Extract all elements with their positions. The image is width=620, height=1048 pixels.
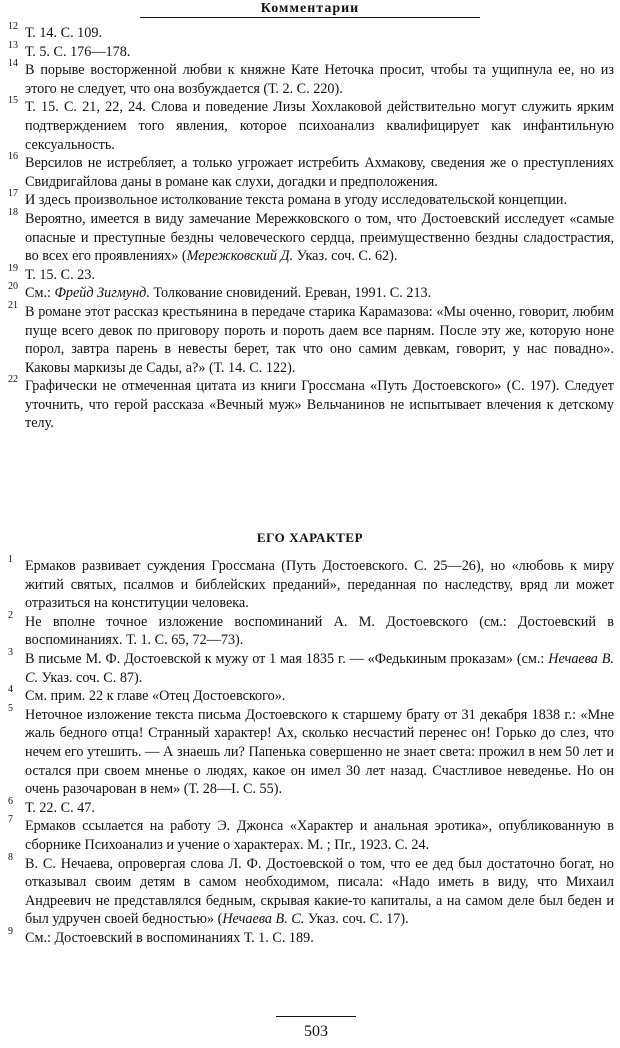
note-number: 8: [8, 851, 13, 863]
note-17: [8, 188, 614, 210]
note-21: [8, 299, 614, 377]
note-number: 21: [8, 299, 18, 311]
author-reference: Фрейд Зигмунд.: [54, 285, 150, 302]
note-16: [8, 151, 614, 191]
note-text: Т. 5. С. 176—178.: [25, 43, 131, 60]
note-22: [8, 374, 614, 433]
running-header: Комментарии: [260, 1, 360, 16]
author-reference: Нечаева В. С.: [25, 650, 614, 686]
note-9: [8, 925, 614, 948]
note-text-after: Указ. соч. С. 87).: [38, 669, 143, 686]
note-number: 18: [8, 206, 18, 218]
note-text-after: Толкование сновидений. Ереван, 1991. С. 213.: [149, 285, 432, 302]
notes-section-1: [8, 21, 614, 433]
note-number: 15: [8, 95, 18, 107]
note-number: 1: [8, 554, 13, 565]
note-text: И здесь произвольное истолкование текста романа в угоду исследовательской концепции.: [25, 192, 568, 209]
header-rule: [140, 17, 480, 18]
note-19: [8, 262, 614, 285]
note-text: См.: Достоевский в воспоминаниях Т. 1. С. 189.: [25, 929, 314, 946]
note-number: 16: [8, 151, 18, 163]
note-text: Версилов не истребляет, а только угрожает истребить Ахмакову, сведения же о преступлениях Свидригайлова даны в романе как слухи, догадки и предположения.: [25, 155, 614, 190]
note-number: 17: [8, 188, 18, 200]
footer-rule: [276, 1016, 356, 1017]
note-text: Неточное изложение текста письма Достоевского к старшему брату от 31 декабря 1838 г.: «Мне жаль бедного отца! Странный характер! Ах, сколько несчастий перенес он! Горько до слез, что нечем его утешить. — А знаешь ли? Папенька совершенно не знает света: прожил в нем 50 лет и остался при своем мненье о людях, какое он имел 30 лет назад. Счастливое неведенье. Но он очень разочарован в нем» (Т. 28—I. С. 55).: [25, 706, 614, 798]
note-7: [8, 814, 614, 854]
note-number: 20: [8, 281, 18, 293]
note-text: См. прим. 22 к главе «Отец Достоевского».: [25, 688, 286, 705]
note-5: [8, 702, 614, 799]
note-15: [8, 95, 614, 154]
note-text-before: В письме М. Ф. Достоевской к мужу от 1 мая 1835 г. — «Федькиным проказам» (см.:: [25, 650, 549, 667]
note-6: [8, 795, 614, 818]
note-text-after: Указ. соч. С. 17).: [304, 911, 409, 928]
note-text: Т. 15. С. 21, 22, 24. Слова и поведение Лизы Хохлаковой действительно могут служить ярким подтверждением того явления, которое психоанализ квалифицирует как инфантильную сексуальность.: [25, 99, 614, 153]
note-number: 13: [8, 39, 18, 51]
note-number: 3: [8, 646, 13, 658]
note-8: [8, 851, 614, 929]
note-text-before: В. С. Нечаева, опровергая слова Л. Ф. Достоевской о том, что ее дед был достаточно богат, но отказывал своим детям в самом необходимом, писала: «Надо иметь в виду, что Михаил Андреевич не представлялся бедным, скрывая какие-то капиталы, а на самом деле был беден и был удручен своей бедностью» (: [25, 855, 614, 928]
note-4: [8, 684, 614, 706]
note-1: [8, 554, 614, 613]
note-text: Графически не отмеченная цитата из книги Гроссмана «Путь Достоевского» (С. 197). Следует уточнить, что герой рассказа «Вечный муж» Вельчанинов не испытывает влечения к детскому телу.: [25, 378, 614, 432]
notes-section-2: [8, 554, 614, 947]
note-number: 12: [8, 21, 18, 32]
note-3: [8, 646, 614, 687]
note-text: Т. 14. С. 109.: [25, 25, 103, 41]
note-number: 7: [8, 814, 13, 826]
note-text: Т. 15. С. 23.: [25, 266, 95, 283]
note-number: 5: [8, 702, 13, 714]
note-number: 19: [8, 262, 18, 274]
note-text-before: См.:: [25, 285, 55, 302]
note-number: 9: [8, 925, 13, 937]
section-title: ЕГО ХАРАКТЕР: [256, 530, 364, 545]
note-number: 4: [8, 684, 13, 696]
note-text: Ермаков ссылается на работу Э. Джонса «Характер и анальная эротика», опубликованную в сборнике Психоанализ и учение о характерах. М. ; Пг., 1923. С. 24.: [25, 818, 614, 853]
author-reference: Мережковский Д.: [186, 248, 294, 265]
note-14: [8, 58, 614, 98]
page-number: 503: [304, 1023, 328, 1040]
note-text-after: Указ. соч. С. 62).: [293, 248, 398, 265]
note-text: В порыве восторженной любви к княжне Кате Неточка просит, чтобы та ущипнула ее, но из этого не следует, что она возбуждается (Т. 2. С. 220).: [25, 62, 614, 97]
note-13: [8, 39, 614, 62]
note-12: [8, 21, 614, 43]
note-text-before: Вероятно, имеется в виду замечание Мережковского о том, что Достоевский исследует «самые опасные и преступные бездны человеческого сердца, преимущественно бездны сладострастия, во всех его проявлениях» (: [25, 210, 614, 265]
note-text: Т. 22. С. 47.: [25, 799, 95, 816]
note-number: 6: [8, 795, 13, 807]
note-text: Не вполне точное изложение воспоминаний А. М. Достоевского (см.: Достоевский в воспоминаниях. Т. 1. С. 65, 72—73).: [25, 613, 614, 649]
note-2: [8, 609, 614, 650]
note-18: [8, 206, 614, 266]
note-text: В романе этот рассказ крестьянина в передаче старика Карамазова: «Мы оченно, говорит, любим пуще всего девок по приговору пороть и пороть даем все парням. После эту же, которую ноне порол, завтра парень в невесты берет, так что оно самим девкам, говорит, у нас повадно». Каковы маркизы де Сады, а?» (Т. 14. С. 122).: [25, 303, 614, 376]
note-number: 14: [8, 58, 18, 70]
note-text: Ермаков развивает суждения Гроссмана (Путь Достоевского. С. 25—26), но «любовь к миру житий святых, псалмов и библейских преданий», переданная по наследству, вряд ли может отразиться на конституции человека.: [25, 558, 614, 612]
author-reference: Нечаева В. С.: [222, 911, 305, 928]
note-20: [8, 281, 614, 303]
note-number: 2: [8, 609, 13, 621]
note-number: 22: [8, 374, 18, 386]
